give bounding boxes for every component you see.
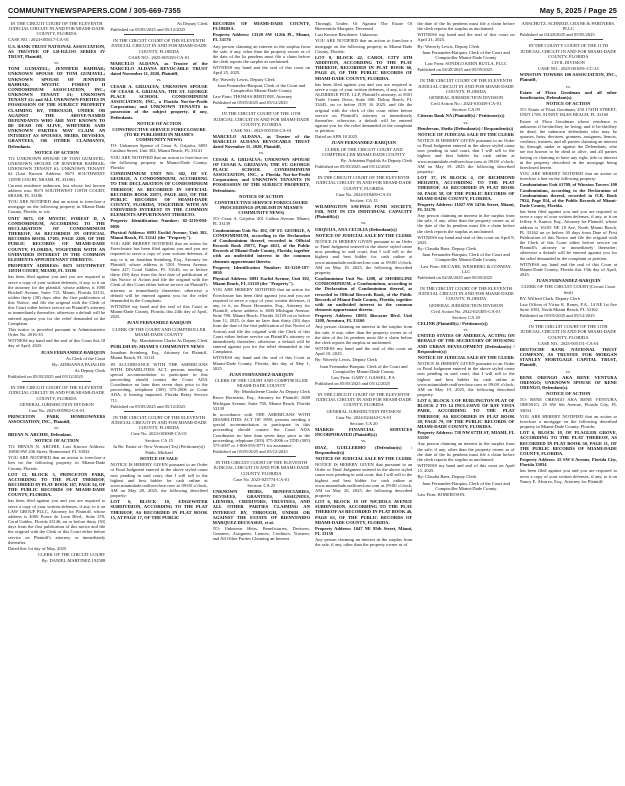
notice-paragraph: NOTICE IS HEREBY GIVEN pursuant to an Order or Final Judgment entered in the above styled cause now pending in said court, that I will sell to the highest and best bidder for cash online at www.miamidade.realforeclose.com at 09:00 o'clock, AM on May 19, 2025 the following described property: xyxy=(417,137,515,174)
notice-paragraph: Published on 05/05/2025 and 05/12/2025 xyxy=(8,374,84,380)
notice-paragraph: WITNESS my hand and the seal of this Court this 18 day of April, 2025. xyxy=(8,338,106,349)
notice-paragraph: Jonathan Steinberg, Esq., Attorney for Plaintiff, Miami Beach, FL 33141 xyxy=(110,350,208,361)
notice-paragraph: TO: RENE ORENGO AKA RENE VENTURA ORENGO, 25 SW 6th Avenue, Florida City, FL 33034 xyxy=(519,397,617,413)
notice-paragraph: TONI GUMAYEL; JENNIFER BAHHAK; UNKNOWN SPOUSE OF TONI GUMAYEL; UNKNOWN SPOUSE OF JENNIFER BAHHAK; MYSTIC FOREST II CONDOMINIUM ASSOCIATION, INC.; UNKNOWN TENANT #1; UNKNOWN TENANT #2; and ALL UNKNOWN PARTIES IN POSSESSION OF THE SUBJECT PROPERTY CLAIMING BY, THROUGH, UNDER OR AGAINST THE ABOVE-NAMED DEFENDANTS WHO ARE NOT KNOWN TO BE DEAD OR ALIVE, WHETHER SAID UNKNOWN PARTIES MAY CLAIM AN INTEREST AS SPOUSES, HEIRS, DEVISEES, GRANTEES, OR OTHER CLAIMANTS, Defendants. xyxy=(8,66,106,149)
notice-paragraph: JUAN FERNANDEZ-BARQUIN xyxy=(536,278,601,284)
notice-paragraph: IN THE CIRCUIT COURT OF THE ELEVENTH JUDICIAL CIRCUIT IN AND FOR MIAMI-DADE COUNTY, FLORIDA xyxy=(315,392,412,408)
notice-paragraph: NOTICE IS HEREBY GIVEN that pursuant to an Order or Final Judgment entered in the above styled cause now pending in said court, that I will sell to the highest and best bidder for cash online at www.miamidade.realforeclose.com at 09:00 o'clock, AM on May 20, 2025, the following described property: xyxy=(315,462,413,498)
notice-paragraph: DIAZ, GUILLERMO (Defendant(s) / Respondent(s)) xyxy=(315,444,413,455)
notice-paragraph: Law Firm: SONDLO KERN BUTLA, PLLC xyxy=(424,61,508,67)
notice-paragraph: MARCELO ALDANA, as Trustee of the MARCELO ALDANA REVOCABLE TRUST dated November 11, 2020, Plaintiff, xyxy=(110,60,208,77)
notice-paragraph: Published on 05/05/2025 and 05/12/2025 xyxy=(315,381,391,386)
notice-paragraph: Property Address: 13320 SW 112th Pl., Miami, FL 33176 xyxy=(212,32,310,43)
notice-paragraph: Published on 05/05/2025 and 05/12/2025 xyxy=(212,100,288,106)
notice-paragraph: Property Address: 25 SW 6 Avenue, Florida City, Florida 33034 xyxy=(519,457,617,468)
notice-paragraph: Any person claiming an interest in the surplus from the sale, if any, other than the property owner as of the date of the lis pendens must file a claim before the clerk reports the surplus as unclaimed. xyxy=(417,441,515,462)
notice-paragraph: vs. xyxy=(361,220,367,226)
notice-paragraph: GENERAL JURISDICTION DIVISION xyxy=(428,302,504,308)
notice-paragraph: Property Identification Number: 02-3210-094-0050 xyxy=(110,218,208,229)
notice-paragraph: Case No. 2024-024444-CA-01 xyxy=(335,414,392,420)
notice-paragraph: UNKNOWN HEIRS, BENEFICIARIES, DEVISEES, GRANTEES, ASSIGNEES, LIENORS, CREDITORS, TRUSTEES, AND ALL OTHER PARTIES CLAIMING AN INTEREST BY, THROUGH, UNDER OR AGAINST THE ESTATE OF BIENVENIDO MARQUEZ DECEASED, et al. xyxy=(212,488,310,525)
notice-paragraph: vs. xyxy=(565,83,571,89)
notice-paragraph: vs. xyxy=(54,60,60,66)
notice-paragraph: CASE NO.: 2025-005151-CA-01 xyxy=(537,340,599,346)
notice-paragraph: Law Firm: MCCABE, WEISBERG & CONWAY, LLC xyxy=(420,263,512,274)
notice-paragraph: Estate of Flora Goodman whose residence is unknown if he/she/they be living; and if he/she/they be dead, the unknown defendants who may be spouses, heirs, devisees, grantees, assignees, lienors, creditors, trustees, and all parties claiming an interest by, through, under or against the Defendants, who are not known to be dead or alive, and all parties having or claiming to have any right, title or interest in the property described in the mortgage being foreclosed herein. xyxy=(519,118,617,170)
notice-paragraph: As Deputy Clerk xyxy=(74,368,106,373)
notice-paragraph: MARCELO ALDANA, as Trustee of the MARCELO ALDANA REVOCABLE TRUST dated November 11, 2020, Plaintiff, xyxy=(212,133,310,150)
notice-paragraph: WITNESS my hand and seal of this court on April 15, 2025. xyxy=(417,463,515,474)
legal-notices-columns xyxy=(8,21,617,782)
notice-paragraph: Condominium Unit No. 1208, of SHORELINE CONDOMINIUM, a Condominium, according to the Declaration of Condominium thereof, as recorded in Official Records Book, of the Public Records of Miami-Dade County, Florida, together with an undivided interest in the common elements appurtenant thereto. xyxy=(315,276,413,312)
notice-paragraph: TO: BRYAN N. ARCHIE, Last Known Address: 10830 SW 236 Street, Homestead, FL 33032 xyxy=(8,443,106,455)
notice-paragraph: CASE NO.: 2025-005350-CA-01 xyxy=(230,127,292,133)
notice-column-5 xyxy=(417,21,514,782)
notice-paragraph: IN THE CIRCUIT COURT OF THE ELEVENTH JUDICIAL CIRCUIT IN AND FOR MIAMI-DADE COUNTY, FLORIDA xyxy=(418,78,514,94)
notice-paragraph: NOTICE OF JUDICIAL SALE BY THE CLERK xyxy=(417,354,515,360)
notice-paragraph: WINSTON TOWERS 100 ASSOCIATION, INC., Plaintiff, xyxy=(519,72,617,83)
notice-paragraph: YOU ARE NOTIFIED that an action to foreclose a mortgage on the following property in Miami-Dade County, Florida, to wit: xyxy=(8,199,106,215)
notice-paragraph: TO: UNKNOWN SPOUSE OF TONI GUMAYEL; UNKNOWN SPOUSE OF JENNIFER BAHHAK; UNKNOWN TENANT #1; UNKNOWN TENANT #2 (Last Known Address: 8673 SOUTHWEST 118TH COURT, MIAMI, FL 33186) xyxy=(8,155,106,182)
notice-paragraph: UNITED STATES OF AMERICA, ACTING ON BEHALF OF THE SECRETARY OF HOUSING AND URBAN DEVELOPMENT (Defendant(s) / Respondent(s)) xyxy=(417,333,515,354)
notice-paragraph: LOT 6, BLOCK 3 OF BURLINGTON PLAT OF BLOCK 2 TO 14 INCLUSIVE OF BAY VISTA PARK, ACCORDING TO THE PLAT THEREOF, AS RECORDED IN PLAT BOOK 28, PAGE 79, OF THE PUBLIC RECORDS OF MIAMI-DADE COUNTY, FLORIDA. xyxy=(417,398,515,429)
notice-paragraph: Published on 04/28/2025 and 05/05/2025 xyxy=(519,32,595,38)
notice-separator xyxy=(431,74,500,75)
notice-paragraph: vs. xyxy=(463,327,469,333)
notice-paragraph: CONSTRUCTIVE SERVICE FORECLOSURE (TO BE PUBLISHED IN MIAMI'S COMMUNITY NEWS) xyxy=(112,126,206,143)
notice-paragraph: ANSCHUTZ, SCHNEID, CRANE & PARTNERS, PLLC xyxy=(521,21,616,32)
notice-paragraph: Henderson, Sheila (Defendant(s) / Respondent(s)) xyxy=(417,125,514,131)
notice-paragraph: RECORDS OF MIAMI-DADE COUNTY, FLORIDA. xyxy=(212,21,310,32)
notice-paragraph: Condominium Unit No. 302, OF ST. GEORGE, A CONDOMINIUM, according to the Declaration of Condominium thereof, recorded in Official Records Book 25871, Page 4611, of the Public Records of Miami-Dade County, Florida, together with an undivided interest in the common elements appurtenant thereto. xyxy=(212,227,310,264)
notice-paragraph: Published on 05/05/2025 and 05/12/2025 xyxy=(212,449,288,455)
notice-paragraph: NOTICE OF SALE xyxy=(139,456,179,462)
notice-paragraph: In Re: Estate of: New Vermon (Trs) (Petitioner(s)) xyxy=(113,443,205,449)
notice-paragraph: CASE NO.: 2025-001091-CC-23 xyxy=(537,66,599,72)
notice-paragraph: NOTICE IS HEREBY GIVEN pursuant to an Order or Final Judgment entered in the above styled cause now pending in said court, that I will sell to the highest and best bidder for cash online at www.miamidade.realforeclose.com at 09:00 o'clock, AM on May 19, 2025, the following described property: xyxy=(417,361,515,397)
notice-paragraph: IN THE COUNTY COURT OF THE 11TH JUDICIAL CIRCUIT IN AND FOR MIAMI-DADE COUNTY, FLORIDA xyxy=(520,43,617,59)
notice-separator xyxy=(124,411,193,412)
notice-paragraph: Physical Address: 6091 Euclid Avenue, Unit 302, Miami Beach, FL 33141 (the "Property"). xyxy=(110,229,208,240)
notice-paragraph: vs. xyxy=(54,425,60,431)
notice-paragraph: DEUTSCHE BANK NATIONAL TRUST COMPANY, AS TRUSTEE FOR MORGAN STANLEY MORTGAGE CAPITAL TRUST, Plaintiff, xyxy=(519,346,617,368)
notice-paragraph: LOT 12, BLOCK 3, PRINCETON PARK, ACCORDING TO THE PLAT THEREOF, RECORDED IN PLAT BOOK 167, PAGE 54, OF THE PUBLIC RECORDS OF MIAMI-DADE COUNTY, FLORIDA. xyxy=(8,471,106,498)
notice-paragraph: has been filed against you and you are required to serve a copy of your written defenses, if any, to it on ALDRIDGE PITE, LLP, Plaintiff's attorney, at 8501 Trade Center Drive, Suite 300, Delray Beach, FL 33445, on or before JUN 16 2025, and file the original with the clerk of this court either before service on Plaintiff's attorney or immediately thereafter; otherwise, a default will be entered against you for the relief demanded in the complaint or petition. xyxy=(315,81,413,134)
notice-paragraph: Last Known Residence: Unknown xyxy=(315,32,378,38)
notice-paragraph: Law Firm: ROBERTSON, xyxy=(417,491,466,497)
notice-paragraph: Published on 05/05/2025 and 05/12/2025 xyxy=(110,403,186,409)
notice-paragraph: By: ADRIANNA PAJALIDS xyxy=(52,361,106,367)
notice-paragraph: WITNESS my hand and the seal of this court on April 25, 2025. xyxy=(212,65,310,76)
notice-paragraph: TO: Cesar A. Grijalva, 401 Catlina Avenue, Miami, FL 33139 xyxy=(212,216,310,227)
notice-paragraph: U.S. BANK TRUST NATIONAL ASSOCIATION, AS TRUSTEE OF LB-IGLOO SERIES IV TRUST, Plaintiff, xyxy=(8,43,106,59)
notice-column-4 xyxy=(315,21,412,782)
notice-paragraph: vs. xyxy=(565,368,571,374)
notice-paragraph: NOTICE OF ACTION xyxy=(546,101,591,107)
notice-paragraph: Juan Fernandez-Barquin, Clerk of the Court and Comptroller Miami-Dade County xyxy=(217,82,306,93)
notice-paragraph: Published on 05/05/2025 and 05/12/2025 xyxy=(110,27,186,33)
notice-paragraph: Case No. 2025-005982-CA-01 xyxy=(28,407,85,413)
notice-paragraph: vs. xyxy=(361,438,367,444)
notice-paragraph: Estate of Flora Goodman and all other beneficiaries, Defendant(s). xyxy=(519,89,617,100)
notice-separator xyxy=(329,388,398,389)
notice-paragraph: LOT 8, BLOCK 42, CAROL CITY 6TH ADDITION, ACCORDING TO THE PLAT THEREOF, RECORDED IN PLAT BOOK 66, PAGE 43, OF THE PUBLIC RECORDS OF MIAMI-DADE COUNTY, FLORIDA. xyxy=(315,54,413,81)
notice-paragraph: CASE NO.: 2024-005617-CA-01 xyxy=(8,37,70,43)
notice-paragraph: IN THE CIRCUIT COURT OF THE ELEVENTH JUDICIAL CIRCUIT IN AND FOR MIAMI-DADE COUNTY, FLORIDA xyxy=(111,414,207,431)
issue-date-page: May 5, 2025 / Page 25 xyxy=(539,5,617,15)
notice-paragraph: has been filed against you and you are required to serve a copy of your written defenses, if any, to it on Nancy E. Alvarez, Esq., Attorney for Plaintiff. xyxy=(519,468,617,484)
notice-paragraph: CIVIL DIVISION xyxy=(551,59,585,65)
notice-paragraph: UNIT 8673, OF MYSTIC FOREST II, A CONDOMINIUM, ACCORDING TO THE DECLARATION OF CONDOMINIUM THEREOF, AS RECORDED IN OFFICIAL RECORDS BOOK 17185, PAGE 2209, OF THE PUBLIC RECORDS OF MIAMI-DADE COUNTY, FLORIDA, TOGETHER WITH AN UNDIVIDED INTEREST IN THE COMMON ELEMENTS APPURTENANT THERETO. xyxy=(8,215,106,262)
notice-paragraph: As Clerk of the Court xyxy=(65,355,106,361)
notice-paragraph: Dated this 1st day of May, 2025. xyxy=(8,545,68,551)
notice-paragraph: WITNESS my hand and the seal of this court on April 21, 2025. xyxy=(417,32,515,43)
notice-paragraph: TO: Unknown Spouse of Cesar A. Grijalva, 6091 Catalina Street, Unit 302, Miami Beach, FL 33141 xyxy=(110,143,208,154)
notice-paragraph: Property Address: 738 NW 67TH ST, MIAMI, FL 33150 xyxy=(417,430,515,441)
notice-paragraph: IN THE CIRCUIT COURT OF THE ELEVENTH JUDICIAL CIRCUIT IN AND FOR MIAMI-DADE COUNTY, FLORIDA xyxy=(8,21,105,37)
notice-paragraph: YOU ARE HEREBY NOTIFIED that an action for Foreclosure has been filed against you and you are required to serve a copy of your written defenses, if any, to it, on Jonathan Steinberg, Esq., Attorney for Plaintiff, whose address is 1501 Venera Avenue, Suite 227, Coral Gables, FL 33146, on or before thirty (30) days from the first date of publication of this Notice of Action and file the original with the Clerk of this Court either before service on Plaintiff's attorney or immediately thereafter; otherwise a default will be entered against you for the relief demanded in the Complaint. xyxy=(110,241,208,303)
notice-paragraph: Civil Action No.: 2024-010439-CA-01 xyxy=(430,101,502,107)
notice-paragraph: IN ACCORDANCE WITH THE AMERICANS WITH DISABILITIES ACT, persons needing a special accommodation to participate in this proceeding should contact the Court ADA Coordinator no later than seven days prior to the proceeding, telephone (305) 375-2006 or Court ADA, if hearing impaired, Florida Relay Service 711. xyxy=(110,361,208,403)
notice-paragraph: LOT 6, BLOCK 18, OF FLAGLER GROVE, ACCORDING TO THE PLAT THEREOF, AS RECORDED IN PLAT BOOK 50, PAGE 11, OF THE PUBLIC RECORDS OF MIAMI-DADE COUNTY, FLORIDA. xyxy=(519,430,617,456)
notice-paragraph: MARKIS FINANCIAL SERVICES INCORPORATED (Plaintiff(s)) xyxy=(315,427,413,438)
notice-paragraph: TO: Unknown Heirs, Beneficiaries, Devisees, Grantees, Assignees, Lienors, Creditors, Trustees, and All Other Parties Claiming an Interest xyxy=(212,526,310,542)
notice-paragraph: YOU ARE HEREBY NOTIFIED that an action to foreclose a lien on the following property: xyxy=(519,171,617,182)
notice-paragraph: Civil Action No. 2022-021485-CA-01 xyxy=(431,308,501,314)
notice-paragraph: BY: Wilfred Clark, Deputy Clerk xyxy=(519,295,580,301)
notice-paragraph: Property Address: 11027 SW 147th Street, Miami, FL 33176 xyxy=(417,201,515,212)
notice-paragraph: has been filed against you and you are required to serve a copy of your written defenses, if any, to it on the attorney for the plaintiff, whose address is 1000 Brickell Avenue, Suite 715, Miami, Florida 33131, within thirty (30) days after the first publication of this Notice, and file the original with the Clerk of this Court either before service on Plaintiff's attorney or immediately thereafter; otherwise a default will be entered against you for the relief demanded in the Complaint. xyxy=(8,274,106,326)
notice-paragraph: WITNESS my hand and the seal of this Court at Miami-Dade County, Florida, this 24th day of April, 2025. xyxy=(110,303,208,320)
notice-paragraph: IN THE CIRCUIT COURT OF THE ELEVENTH JUDICIAL CIRCUIT IN AND FOR MIAMI-DADE COUNTY, FLORIDA xyxy=(8,385,105,401)
notice-paragraph: Any person claiming an interest in the surplus from the sale, if any, other than the property owner as of the date of the lis pendens must file a claim before the clerk reports the surplus as unclaimed. xyxy=(212,43,310,65)
notice-paragraph: Juan Fernandez-Barquin, Clerk of the Court and Comptroller Miami-Dade County xyxy=(422,480,510,491)
notice-separator xyxy=(124,34,193,35)
notice-paragraph: Published on 04/28/2025 and 05/05/2025 xyxy=(417,274,493,280)
notice-paragraph: NOTICE OF JUDICIAL SALE BY THE CLERK xyxy=(417,131,515,137)
notice-paragraph: JUAN FERNANDEZ-BARQUIN xyxy=(126,320,192,326)
notice-paragraph: NOTICE IS HEREBY GIVEN pursuant to an Order or Final Judgment entered in the above styled cause now pending in said court, that I will sell to the highest and best bidder for cash online at www.miamidade.realforeclose.com at 09:00 o'clock, AM on May 28, 2025, the following described property: xyxy=(110,462,208,499)
notice-paragraph: WITNESS my hand and the seal of this court on April 10, 2025. xyxy=(315,346,413,357)
notice-paragraph: Pablo, Michael xyxy=(145,449,173,455)
notice-paragraph: Property Identification Number: 02-3210-187-0050 xyxy=(212,264,310,275)
notice-column-3 xyxy=(213,21,310,782)
notice-paragraph: Case No. 2024-018409-CA-01 xyxy=(335,191,392,197)
notice-paragraph: NOTICE OF JUDICIAL SALE BY THE CLERK xyxy=(315,455,412,461)
notice-paragraph: By: Waverly Lewis, Deputy Clerk xyxy=(417,43,480,49)
notice-paragraph: IN THE CIRCUIT COURT OF THE ELEVENTH JUDICIAL CIRCUIT IN AND FOR MIAMI-DADE COUNTY, FLORIDA xyxy=(213,460,310,476)
notice-paragraph: Published on 05/05/2025 and 05/12/2025 xyxy=(315,164,391,170)
notice-paragraph: YOU ARE NOTIFIED that an action to foreclose on the following property in Miami-Dade County, Florida: xyxy=(110,154,208,170)
notice-paragraph: CLERK OF THE COURT AND COMPTROLLER MIAMI-DADE COUNTY xyxy=(112,326,206,337)
notice-paragraph: WITNESS my hand and seal of this court on April 9, 2025. xyxy=(417,234,515,245)
notice-paragraph: YOU ARE HEREBY NOTIFIED that an action for Foreclosure has been filed against you and you are required to serve a copy of your written defenses, if any, to it, on Bruce Hornstein, Esq., Attorney for Plaintiff, whose address is 1680 Michigan Avenue, Suite 700, Miami Beach, Florida 33139 on or before June 11, 2025, (a date no later than thirty (30) days from the date of the first publication of this Notice of Action) and file the original with the Clerk of this Court either before service on Plaintiff's attorney or immediately thereafter; otherwise, a default will be entered against you for the relief demanded in the Complaint. xyxy=(212,287,310,355)
notice-paragraph: Any person claiming an interest in the surplus from the sale, if any, other than the property owner as of xyxy=(315,537,413,548)
notice-paragraph: NOTICE OF ACTION xyxy=(136,120,182,126)
notice-paragraph: By: Adrianna Pajalids As Deputy Clerk xyxy=(340,157,413,163)
notice-paragraph: NOTICE OF ACTION xyxy=(239,193,284,199)
notice-paragraph: CESAR A. GRIJALVA; UNKNOWN SPOUSE OF CESAR A. GRIJALVA; THE ST. GEORGE PLACE SCHOOL CONDOMINIUM ASSOCIATION, INC., a Florida Not-for-Profit Corporation; and UNKNOWN TENANTS in possession of the subject property, if any, Defendants. xyxy=(110,83,208,120)
notice-paragraph: Juan Fernandez-Barquin, Clerk of the Court and Comptroller Miami-Dade County xyxy=(422,49,510,60)
notice-paragraph: Section: CA 09 xyxy=(452,107,480,113)
notice-paragraph: LOT 37, IN BLOCK 4, OF RICHMOND HEIGHTS, ACCORDING TO THE PLAT THEREOF, AS RECORDED IN PLAT BOOK 50, PAGE 58, OF THE PUBLIC RECORDS OF MIAMI-DADE COUNTY, FLORIDA. xyxy=(417,175,515,201)
notice-paragraph: Law Firm: GARY I. GASSEL, P.A. xyxy=(331,374,397,380)
notice-paragraph: GENERAL JURISDICTION DIVISION xyxy=(326,408,401,414)
notice-paragraph: URQUIJA, ANA CECILIA (Defendant(s)) xyxy=(315,226,397,232)
notice-paragraph: CLERK OF THE CIRCUIT COURT (Circuit Court Seal) xyxy=(521,284,616,295)
notice-paragraph: CONDOMINIUM UNIT NO. 302, OF ST. GEORGE, A CONDOMINIUM, ACCORDING TO THE DECLARATION OF CONDOMINIUM THEREOF, AS RECORDED IN OFFICIAL RECORDS BOOK 25871, PAGE 4611, OF THE PUBLIC RECORDS OF MIAMI-DADE COUNTY, FLORIDA, TOGETHER WITH AN UNDIVIDED INTEREST IN THE COMMON ELEMENTS APPURTENANT THERETO. xyxy=(110,171,208,218)
notice-column-2 xyxy=(110,21,207,782)
notice-paragraph: Case No. 2023-025774-CA-01 xyxy=(233,476,290,482)
notice-paragraph: BRYAN N. ARCHIE, Defendant. xyxy=(8,431,72,437)
notice-paragraph: YOU ARE NOTIFIED that an action to foreclose a lien on the following property in Miami-Dade County, Florida: xyxy=(8,455,106,471)
notice-paragraph: By: Claudia Baez, Deputy Clerk xyxy=(417,474,477,480)
notice-paragraph: Section: CA 25 xyxy=(247,482,276,488)
notice-paragraph: WILMINGTON SAVINGS FUND SOCIETY, FSB, NOT IN ITS INDIVIDUAL CAPACITY (Plaintiff(s)) xyxy=(315,204,413,220)
notice-paragraph: has been filed against you and you are required to serve a copy of your written defenses, if any, to it on Jeffrey S. Kantor, Esq., Attorney for Plaintiff, whose address is 16105 NE 18 Ave, North Miami Beach, FL 33162 on or before 30 days from Date of First Publication of this Notice and file the original with the Clerk of this Court either before service on Plaintiff's attorney or immediately thereafter; otherwise a default will be entered against you for the relief demanded in the complaint or petition. xyxy=(519,209,617,261)
notice-paragraph: NOTICE OF ACTION xyxy=(546,391,591,397)
notice-paragraph: By: Marshaleene Clarke As Deputy Clerk xyxy=(234,389,310,395)
notice-paragraph: vs. xyxy=(258,150,264,156)
notice-paragraph: PRINCETON PARK HOMEOWNERS ASSOCIATION, INC., Plaintiff, xyxy=(8,414,106,425)
notice-paragraph: Condominium Unit #1709, of Winston Towers 100 Condominium, according to the Declaration of Condominium thereof, recorded in O.R. Book 7924, Page 814, of the Public Records of Miami-Dade County, Florida. xyxy=(519,182,617,208)
notice-paragraph: IN THE CIRCUIT COURT OF THE 11TH JUDICIAL CIRCUIT IN AND FOR MIAMI-DADE COUNTY, FLORIDA xyxy=(520,324,617,340)
notice-paragraph: CONSTRUCTIVE SERVICE FORECLOSURE PROCEEDINGS (PUBLISH IN MIAMI'S COMMUNITY NEWS) xyxy=(214,199,309,216)
header-divider xyxy=(8,17,617,18)
notice-paragraph: CESAR A. GRIJALVA; UNKNOWN SPOUSE OF CESAR A. GRIJALVA; THE ST. GEORGE PLACE SCHOOL CONDOMINIUM ASSOCIATION, INC., a Florida Not-for-Profit Corporation; and UNKNOWN TENANTS IN POSSESSION OF THE SUBJECT PROPERTY, Defendants. xyxy=(212,156,310,193)
notice-paragraph: CLERK OF THE CIRCUIT COURT AND COMPTROLLER MIAMI-DADE COUNTY xyxy=(322,146,406,157)
notice-paragraph: Property Address: 1047 NE 95th Street, Miami, FL 33138 xyxy=(315,525,413,537)
notice-separator xyxy=(431,282,500,283)
notice-paragraph: Published on 04/28/2025 and 05/05/2025 xyxy=(417,67,493,73)
notice-paragraph: By: Claudia Baez, Deputy Clerk xyxy=(417,246,477,252)
notice-paragraph: Any person claiming an interest in the surplus from the sale, if any, other than the property owner as of the date of the lis pendens must file a claim before the clerk reports the surplus as unclaimed. xyxy=(315,324,413,345)
page-header xyxy=(8,4,617,16)
notice-separator xyxy=(534,320,603,321)
notice-paragraph: vs. xyxy=(156,77,162,83)
notice-paragraph: Physical Address: 6091 Euclid Avenue, Unit 302, Miami Beach, FL 33139 (the "Property"). xyxy=(212,276,310,287)
site-name[interactable]: COMMUNITYNEWSPAPERS.COM / 305-669-7355 xyxy=(8,5,181,15)
notice-paragraph: LOT 6, BLOCK 19 OF NICHOLS AVENUE SUBDIVISION, ACCORDING TO THE PLAT THEREOF AS RECORDED IN PLAT BOOK 46, PAGE 63, OF THE PUBLIC RECORDS OF MIAMI-DADE COUNTY, FLORIDA. xyxy=(315,499,413,525)
notice-paragraph: LOT 6, BLOCK 10, EDGEWATER SUBDIVISION, ACCORDING TO THE PLAT THEREOF, AS RECORDED IN PLAT BOOK 15, AT PAGE 17, OF THE PUBLIC xyxy=(110,499,208,520)
notice-paragraph: CLERK OF THE COURT AND COMPTROLLER MIAMI-DADE COUNTY xyxy=(214,378,308,389)
notice-paragraph: TO: Estate of Flora Goodman, 250 174TH STREET, UNIT 1709, SUNNY ISLES BEACH, FL 33160 xyxy=(519,107,617,118)
notice-separator xyxy=(227,107,296,108)
notice-paragraph: As Deputy Clerk xyxy=(176,21,208,26)
notice-paragraph: Published on 05/05/2025 and 05/12/2025 xyxy=(519,313,595,319)
notice-paragraph: GENERAL JURISDICTION DIVISION xyxy=(19,401,94,407)
notice-paragraph: IN THE CIRCUIT COURT OF THE ELEVENTH JUDICIAL CIRCUIT IN AND FOR MIAMI-DADE COUNTY, FLORIDA xyxy=(315,175,412,191)
notice-paragraph: In accordance with THE AMERICANS WITH DISABILITIES ACT OF 1990, persons needing a special accommodation to participate in this proceeding should contact the Court ADA Coordinator no later than seven days prior to the proceeding; telephone (305) 375-2006 or TDD (305) 375-2007 or 1-800-955-8771 for assistance. xyxy=(212,411,310,448)
notice-separator xyxy=(534,39,603,40)
notice-paragraph: This notice is provided pursuant to Administrative Order No. 2016-35. xyxy=(8,326,106,338)
notice-paragraph: Current residence unknown, but whose last known address was: 8673 SOUTHWEST 118TH COURT, MIAMI, FL 33186 xyxy=(8,182,106,198)
notice-paragraph: IN THE CIRCUIT COURT OF THE ELEVENTH JUDICIAL CIRCUIT IN AND FOR MIAMI-DADE COUNTY, FLORIDA xyxy=(418,286,514,302)
notice-paragraph: Section: CA 20 xyxy=(452,314,480,320)
notice-paragraph: vs. xyxy=(463,119,469,125)
notice-paragraph: Case No. 2023-003008-CA-01 xyxy=(131,431,187,437)
notice-paragraph: Section: CA 15 xyxy=(349,197,378,203)
notice-separator xyxy=(22,381,91,382)
notice-paragraph: NOTICE OF JUDICIAL SALE BY THE CLERK xyxy=(315,232,412,238)
notice-paragraph: Law Offices of Victor K. Rones, P.A., 14 NE 1st Ave Suite 1003, North Miami Beach, FL 33162 xyxy=(519,301,617,312)
notice-separator xyxy=(329,171,398,172)
notice-paragraph: NOTICE OF ACTION xyxy=(34,149,79,155)
notice-paragraph: Property Address: 18051 Biscayne Blvd, Unit 1208, Aventura, FL 33160 xyxy=(315,313,413,324)
notice-paragraph: Juan Fernandez-Barquin, Clerk of the Court and Comptroller Miami-Dade County xyxy=(319,363,408,374)
notice-paragraph: JUAN FERNANDEZ-BARQUIN xyxy=(229,371,294,377)
notice-paragraph: JUAN FERNANDEZ-BARQUIN xyxy=(40,349,106,355)
notice-paragraph: IN THE CIRCUIT COURT OF THE ELEVENTH JUDICIAL CIRCUIT IN AND FOR MIAMI-DADE COUNTY, FLORIDA xyxy=(111,38,207,54)
notice-paragraph: NOTICE IS HEREBY GIVEN pursuant to an Order or Final Judgment entered in the above styled cause now pending in said court, that I will sell to the highest and best bidder for cash online at www.miamidade.realforeclose.com at 09:00 o'clock, AM on May 19, 2025, the following described property: xyxy=(315,238,413,275)
notice-paragraph: the date of the lis pendens must file a claim before the clerk reports the surplus as unclaimed. xyxy=(417,21,515,32)
notice-paragraph: By: DANIEL MARTINEZ 192588 xyxy=(41,558,106,564)
notice-paragraph: Section: CA 15 xyxy=(145,437,173,443)
notice-paragraph: By: Marshaleene Clarke As Deputy Clerk xyxy=(131,337,208,343)
notice-paragraph: By: Waverly Lewis, Deputy Clerk xyxy=(212,76,275,82)
notice-paragraph: Section: CA 20 xyxy=(349,420,378,426)
notice-paragraph: Dated on APR 18 2025. xyxy=(315,134,359,140)
notice-paragraph: By: Waverly Lewis, Deputy Clerk xyxy=(315,357,378,363)
notice-paragraph: Through, Under, Or Against The Estate Of Bienvenido Marquez, Deceased xyxy=(315,21,413,32)
notice-column-1 xyxy=(8,21,105,782)
notice-paragraph: Juan Fernandez-Barquin, Clerk of the Court and Comptroller Miami-Dade County xyxy=(422,252,510,263)
notice-paragraph: RENE ORENGO AKA RENE VENTURA ORENGO; UNKNOWN SPOUSE OF RENE ORENGO, Defendant(s). xyxy=(519,374,617,390)
notice-paragraph: PROPERTY ADDRESS: 8673 SOUTHWEST 118TH COURT, MIAMI, FL 33186 xyxy=(8,263,106,274)
notice-paragraph: CELINK (Plaintiff(s) / Petitioner(s)) xyxy=(417,320,488,326)
notice-paragraph: PUBLISH IN: MIAMI'S COMMUNITY NEWS xyxy=(110,344,204,350)
notice-paragraph: YOU ARE HEREBY NOTIFIED that an action to foreclose a mortgage on the following described property in Miami-Dade County, Florida: xyxy=(519,413,617,430)
notice-paragraph: GENERAL JURISDICTION DIVISION xyxy=(428,94,504,100)
notice-paragraph: WITNESS my hand and the seal of this Court at Miami-Dade County, Florida this 15th day of April, 2025. xyxy=(519,261,617,278)
notice-column-6 xyxy=(520,21,617,782)
notice-paragraph: Law Firm: THOMAS BERTONE, Attorney xyxy=(212,94,293,100)
notice-paragraph: CASE NO.: 2025-005350-CA-01 xyxy=(128,54,190,60)
notice-paragraph: Bruce Hornstein, Esq., Attorney for Plaintiff, 1680 Michigan Avenue, Suite 700, Miami Beach, Florida 33139 xyxy=(212,395,310,411)
notice-paragraph: JUAN FERNANDEZ-BARQUIN xyxy=(331,140,396,146)
notice-paragraph: NOTICE OF ACTION xyxy=(34,437,79,443)
notice-paragraph: WITNESS my hand and the seal of this Court at Miami-Dade County, Florida, this day of May 1, 2025. xyxy=(212,355,310,371)
notice-paragraph: Any person claiming an interest in the surplus from the sale, if any, other than the property owner as of the date of the lis pendens must file a claim before the clerk reports the surplus as unclaimed. xyxy=(417,213,515,234)
notice-paragraph: YOU ARE NOTIFIED that an action to foreclose a mortgage on the following property in Miami-Dade County, Florida: xyxy=(315,38,413,54)
notice-paragraph: Citizens Bank NA (Plaintiff(s) / Petitioner(s)) xyxy=(417,113,505,119)
notice-paragraph: IN THE CIRCUIT COURT OF THE 11TH JUDICIAL CIRCUIT IN AND FOR MIAMI-DADE COUNTY, FLORIDA xyxy=(213,111,310,127)
notice-paragraph: has been filed against you and you are required to serve a copy of your written defenses, if any, to it on LAW GROUP PLLC, Attorney for Plaintiff, whose address is 4000 Ponce de Leon Blvd., Suite 470, Coral Gables, Florida 33146, on or before thirty (30) days from the first publication of this notice and file the original with the Clerk of this Court either before service on Plaintiff's attorney or immediately thereafter. xyxy=(8,498,106,545)
notice-separator xyxy=(227,456,296,457)
notice-paragraph: CLERK OF THE CIRCUIT COURT xyxy=(38,552,106,557)
